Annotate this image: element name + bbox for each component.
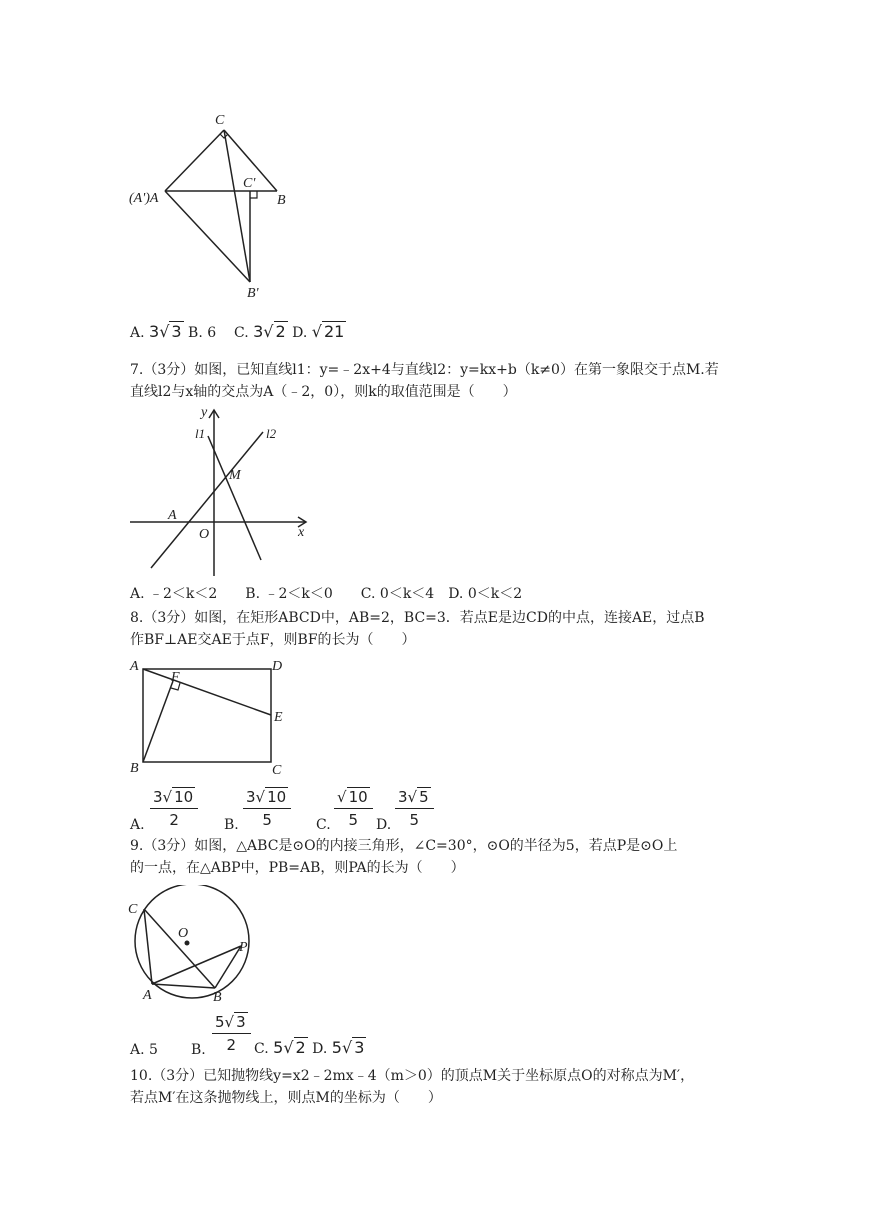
- q8-text-line1: 8.（3分）如图，在矩形ABCD中，AB=2，BC=3．若点E是边CD的中点，连接AE，过点B: [130, 610, 705, 626]
- q6-option-d-label: D.: [292, 325, 308, 341]
- q9-option-b-label: B.: [191, 1042, 206, 1058]
- q9-label-p: P: [239, 940, 248, 955]
- q9-figure: [125, 885, 265, 1010]
- q7-text-line1: 7.（3分）如图，已知直线l1：y=﹣2x+4与直线l2：y=kx+b（k≠0）在第一象限交于点M.若: [130, 362, 719, 378]
- q10-text-line2: 若点M′在这条抛物线上，则点M的坐标为（ ）: [130, 1090, 442, 1106]
- q8-option-b-label: B.: [224, 817, 239, 833]
- q6-option-d-value: √ 21: [311, 322, 345, 341]
- q9-option-a: A. 5: [130, 1042, 158, 1058]
- q7-label-l2: l2: [266, 426, 277, 441]
- q8-label-d: D: [272, 659, 283, 674]
- q8-option-b-value: $\frac{3√ 10}{5}$: [243, 788, 291, 829]
- q7-label-x: x: [298, 525, 305, 540]
- q10-text-line1: 10.（3分）已知抛物线y=x2﹣2mx﹣4（m＞0）的顶点M关于坐标原点O的对称点为M′，: [130, 1068, 695, 1084]
- q9-option-d-value: 5√ 3: [331, 1038, 365, 1057]
- q6-option-b-label: B.: [188, 325, 203, 341]
- q8-option-d-value: $\frac{3√ 5}{5}$: [395, 788, 434, 829]
- q9-options: [130, 1040, 158, 1060]
- q6-label-b: B: [277, 193, 286, 208]
- q6-option-c-value: 3√ 2: [253, 322, 286, 341]
- q7-text-line2: 直线l2与x轴的交点为A（﹣2，0），则k的取值范围是（ ）: [130, 384, 517, 400]
- q7-options: A. ﹣2＜k＜2 B. ﹣2＜k＜0 C. 0＜k＜4 D. 0＜k＜2: [130, 586, 523, 602]
- q8-label-a: A: [130, 659, 139, 674]
- q9-label-c: C: [128, 902, 138, 917]
- q9-option-b-value: $\frac{5√ 3}{2}$: [212, 1013, 251, 1054]
- q7-label-m: M: [229, 468, 241, 483]
- q8-label-b: B: [130, 761, 139, 775]
- q8-option-a-value: $\frac{3√ 10}{2}$: [150, 788, 198, 829]
- q6-label-b-prime: B': [247, 286, 259, 301]
- q7-label-l1: l1: [195, 426, 206, 441]
- q6-label-a: (A')A: [129, 191, 159, 206]
- q7-label-a: A: [168, 508, 177, 523]
- q6-options: [130, 322, 346, 343]
- q8-option-c-value: $\frac{√ 10}{5}$: [334, 788, 373, 829]
- q6-option-c-label: C.: [233, 325, 249, 341]
- q8-option-d-label: D.: [376, 817, 392, 833]
- q8-text-line2: 作BF⊥AE交AE于点F，则BF的长为（ ）: [130, 632, 416, 648]
- q8-figure: [128, 655, 293, 775]
- q9-options-cd: [254, 1038, 366, 1059]
- q6-option-a-value: 3√ 3: [149, 322, 182, 341]
- q6-figure: [125, 110, 300, 305]
- q9-text-line1: 9.（3分）如图，△ABC是⊙O的内接三角形，∠C=30°，⊙O的半径为5，若点P是⊙O上: [130, 838, 678, 854]
- q8-option-c-label: C.: [316, 817, 331, 833]
- q8-label-e: E: [274, 710, 283, 725]
- q9-option-c-label: C.: [254, 1041, 269, 1057]
- q6-option-a-label: A.: [130, 325, 145, 341]
- q9-option-d-label: D.: [312, 1041, 328, 1057]
- q7-label-y: y: [201, 405, 208, 420]
- q7-label-o: O: [199, 527, 210, 542]
- q9-option-c-value: 5√ 2: [273, 1038, 306, 1057]
- q8-label-c: C: [272, 763, 282, 775]
- q8-label-f: F: [171, 670, 180, 685]
- q8-option-a-label: A.: [130, 817, 145, 833]
- q9-label-o: O: [178, 926, 189, 941]
- q9-label-a: A: [143, 988, 152, 1003]
- q6-label-c-prime: C': [243, 176, 256, 191]
- q7-figure: [128, 400, 318, 580]
- q9-label-b: B: [213, 990, 222, 1005]
- q6-option-b-value: 6: [207, 325, 217, 341]
- q9-text-line2: 的一点，在△ABP中，PB=AB，则PA的长为（ ）: [130, 860, 465, 876]
- q6-label-c: C: [215, 113, 225, 128]
